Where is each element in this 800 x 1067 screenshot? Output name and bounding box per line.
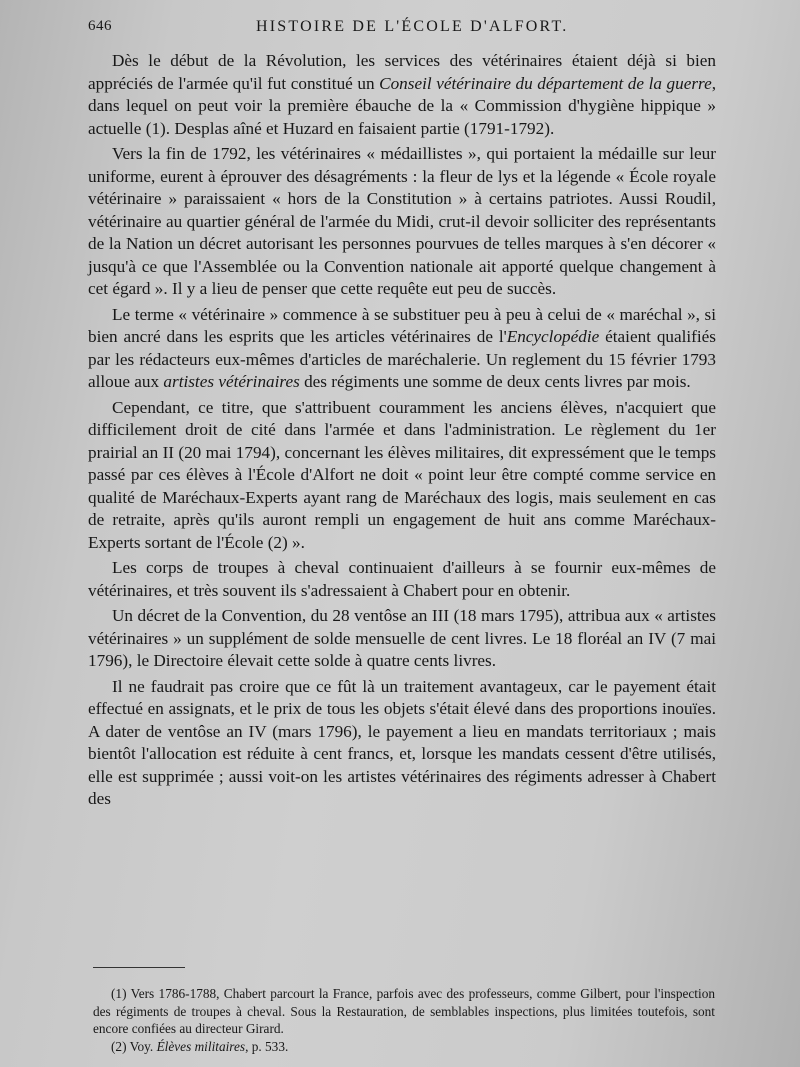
footnote [93,985,715,1038]
italic-text: artistes vétérinaires [163,372,300,391]
page-header [88,18,770,42]
paragraph [88,304,716,394]
text-run: Vers la fin de 1792, les vétérinaires « médaillistes », qui portaient la médaille sur leur uniforme, eurent à éprouver des désagréments : la fleur de lys et la légende « École royale vétérinaire » paraissaient « hors de la Constitution » à certains patriotes. Aussi Roudil, vétérinaire au quartier général de l'armée du Midi, crut-il devoir solliciter des représentants de la Nation un décret autorisant les personnes pourvues de telles marques à s'en décorer « jusqu'à ce que l'Assemblée ou la Convention nationale ait apporté quelque changement à cet égard ». Il y a lieu de penser que cette requête eut peu de succès. [88,144,716,298]
italic-text: Encyclopédie [506,327,600,346]
page-number: 646 [88,18,112,34]
footnote [93,1038,715,1056]
paragraph [88,676,716,811]
text-run: étaient qualifiés par les rédacteurs eux-mêmes d'articles de maréchalerie. Un reglement du 15 février 1793 alloue aux [88,327,716,391]
footnote-divider [93,967,185,968]
paragraph [88,557,716,602]
text-run: Les corps de troupes à cheval continuaient d'ailleurs à se fournir eux-mêmes de vétérinaires, et très souvent ils s'adressaient à Chabert pour en obtenir. [88,558,716,600]
body-text [88,50,716,811]
text-run: Il ne faudrait pas croire que ce fût là un traitement avantageux, car le payement était effectué en assignats, et le prix de tous les objets s'était élevé dans des proportions inouïes. A dater de ventôse an IV (mars 1796), le payement a lieu en mandats territoriaux ; mais bientôt l'allocation est réduite à cent francs, et, lorsque les mandats cessent d'être utilisés, elle est supprimée ; aussi voit-on les artistes vétérinaires des régiments adresser à Chabert des [88,676,716,808]
paragraph [88,397,716,555]
text-run: Dès le début de la Révolution, les services des vétérinaires étaient déjà si bien appréciés de l'armée qu'il fut constitué un [88,51,716,93]
italic-text: Conseil vétérinaire du département de la guerre [379,73,712,93]
text-run: Le terme « vétérinaire » commence à se substituer peu à peu à celui de « maréchal », si bien ancré dans les esprits que les articles vétérinaires de l' [88,304,716,346]
footnotes [93,985,715,1055]
paragraph [88,143,716,301]
text-run: Un décret de la Convention, du 28 ventôse an III (18 mars 1795), attribua aux « artistes vétérinaires » un supplément de solde mensuelle de cent livres. Le 18 floréal an IV (7 mai 1796), le Directoire élevait cette solde à quatre cents livres. [88,606,716,670]
text-run: (1) Vers 1786-1788, Chabert parcourt la France, parfois avec des professeurs, comme Gilbert, pour l'inspection des régiments de troupes à cheval. Sous la Restauration, de semblables inspections, plus limitées toutefois, sont encore confiées au directeur Girard. [93,986,715,1036]
running-title: HISTOIRE DE L'ÉCOLE D'ALFORT. [256,18,569,35]
text-run: , dans lequel on peut voir la première ébauche de la « Commission d'hygiène hippique » actuelle (1). Desplas aîné et Huzard en faisaient partie (1791-1792). [88,73,716,138]
text-run: (2) Voy. [111,1038,157,1054]
text-run: , p. 533. [245,1038,289,1054]
paragraph [88,50,716,140]
italic-text: Élèves militaires [156,1038,246,1054]
text-run: Cependant, ce titre, que s'attribuent couramment les anciens élèves, n'acquiert que difficilement droit de cité dans l'armée et dans l'administration. Le règlement du 1er prairial an II (20 mai 1794), concernant les élèves militaires, dit expressément que le temps passé par ces élèves à l'École d'Alfort ne doit « point leur être compté comme service en qualité de Maréchaux-Experts ayant rang de Maréchaux des logis, mais seulement en cas de retraite, après qu'ils auront rempli un engagement de huit ans comme Maréchaux-Experts sortant de l'École (2) ». [88,397,716,552]
text-run: des régiments une somme de deux cents livres par mois. [299,372,691,391]
paragraph [88,605,716,673]
